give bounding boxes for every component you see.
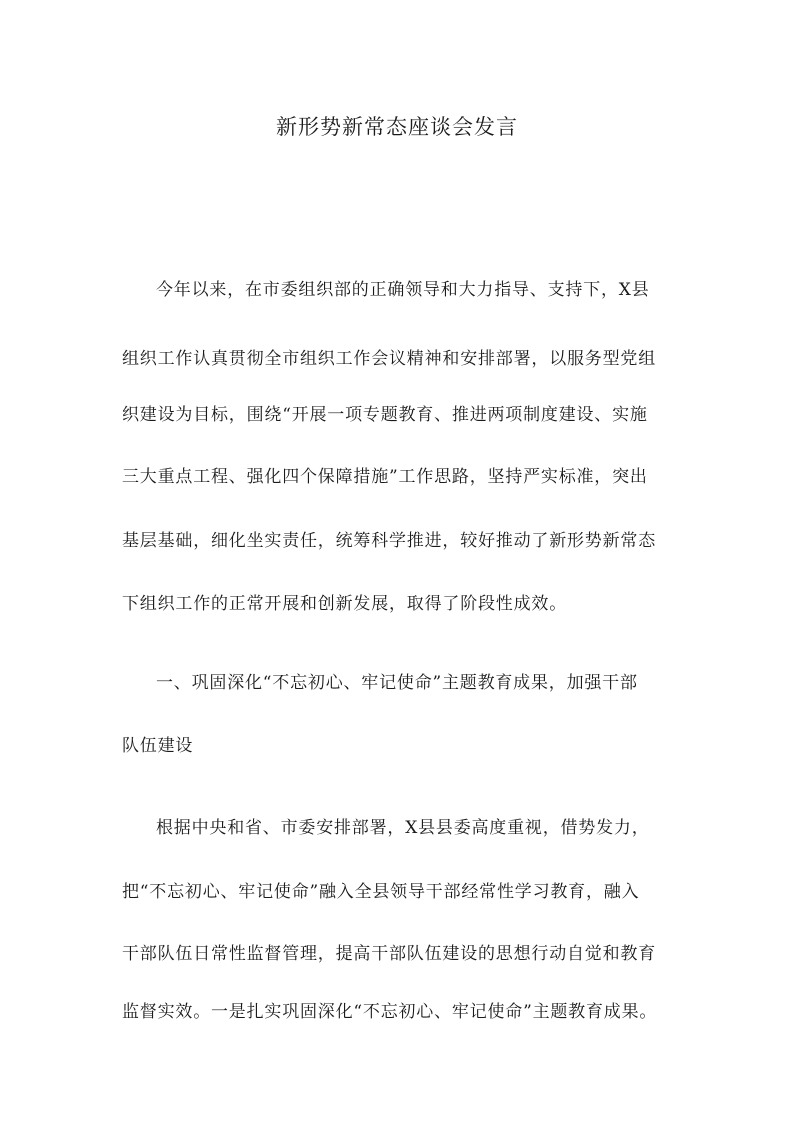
section-heading-line: 一、巩固深化“不忘初心、牢记使命”主题教育成果，加强干部 xyxy=(156,673,638,693)
paragraph-line: 根据中央和省、市委安排部署，X县县委高度重视，借势发力， xyxy=(156,818,650,838)
section-heading-line: 队伍建设 xyxy=(122,736,194,756)
paragraph-line: 织建设为目标，围绕“开展一项专题教育、推进两项制度建设、实施 xyxy=(122,405,648,425)
paragraph-line: 三大重点工程、强化四个保障措施”工作思路，坚持严实标准，突出 xyxy=(122,467,648,487)
paragraph-line: 把“不忘初心、牢记使命”融入全县领导干部经常性学习教育，融入 xyxy=(122,882,640,902)
paragraph-line: 今年以来，在市委组织部的正确领导和大力指导、支持下，X县 xyxy=(156,280,650,300)
paragraph-line: 基层基础，细化坐实责任，统筹科学推进，较好推动了新形势新常态 xyxy=(122,531,656,551)
paragraph-line: 干部队伍日常性监督管理，提高干部队伍建设的思想行动自觉和教育 xyxy=(122,944,656,964)
paragraph-line: 监督实效。一是扎实巩固深化“不忘初心、牢记使命”主题教育成果。 xyxy=(122,1002,658,1022)
document-title: 新形势新常态座谈会发言 xyxy=(276,115,518,139)
paragraph-line: 组织工作认真贯彻全市组织工作会议精神和安排部署，以服务型党组 xyxy=(122,349,656,369)
paragraph-line: 下组织工作的正常开展和创新发展，取得了阶段性成效。 xyxy=(122,594,567,614)
